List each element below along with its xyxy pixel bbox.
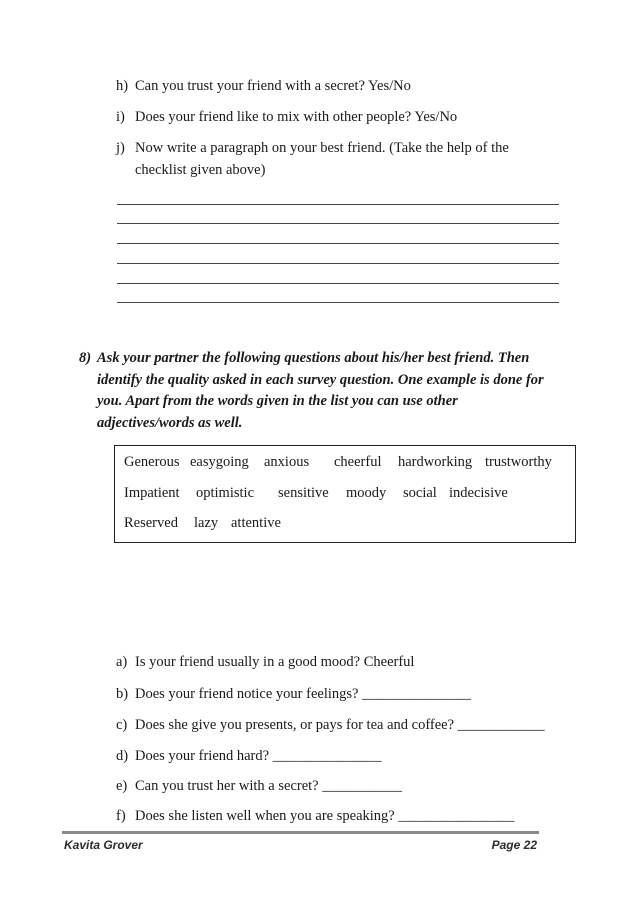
question-text: Is your friend usually in a good mood? Cheerful [135, 654, 415, 670]
question-text: Can you trust your friend with a secret? Yes/No [135, 78, 411, 94]
writing-line[interactable] [117, 223, 559, 224]
writing-line[interactable] [117, 302, 559, 303]
question-label: i) [116, 109, 125, 125]
word: indecisive [449, 485, 508, 501]
word: moody [346, 485, 387, 501]
section-8-number: 8) [79, 350, 92, 366]
section-8-instructions [97, 348, 544, 434]
footer-divider [62, 831, 539, 834]
word: hardworking [398, 454, 473, 470]
question-text[interactable]: Does she listen well when you are speaking? ________________ [135, 808, 515, 824]
instruction-line: identify the quality asked in each survey question. One example is done for [97, 371, 544, 388]
instruction-line: adjectives/words as well. [97, 414, 243, 431]
word-list-box [114, 445, 576, 543]
question-text[interactable]: Can you trust her with a secret? ___________ [135, 778, 402, 794]
question-text: Now write a paragraph on your best friend. (Take the help of the [135, 140, 509, 156]
instruction-line: Ask your partner the following questions about his/her best friend. Then [97, 350, 530, 366]
writing-line[interactable] [117, 204, 559, 205]
question-label: a) [116, 654, 128, 670]
question-text: Does your friend like to mix with other people? Yes/No [135, 109, 458, 125]
word: Impatient [124, 485, 180, 501]
footer-author: Kavita Grover [64, 838, 143, 852]
word: easygoing [190, 454, 249, 470]
writing-line[interactable] [117, 243, 559, 244]
word: trustworthy [485, 454, 552, 470]
word: Reserved [124, 515, 178, 531]
word: sensitive [278, 485, 329, 501]
word: anxious [264, 454, 310, 470]
word: optimistic [196, 485, 254, 501]
question-text[interactable]: Does your friend hard? _______________ [135, 748, 382, 764]
instruction-line: you. Apart from the words given in the list you can use other [97, 393, 458, 409]
word: lazy [194, 515, 219, 531]
question-label: c) [116, 717, 128, 733]
question-label: h) [116, 78, 129, 94]
writing-line[interactable] [117, 263, 559, 264]
footer-page-number: Page 22 [491, 838, 537, 852]
word: attentive [231, 515, 281, 531]
question-label: j) [116, 140, 125, 156]
word: cheerful [334, 454, 382, 470]
word: social [403, 485, 437, 501]
question-label: f) [116, 808, 126, 824]
question-label: e) [116, 778, 128, 794]
question-text[interactable]: Does she give you presents, or pays for tea and coffee? ____________ [135, 717, 545, 733]
question-label: d) [116, 748, 129, 764]
word: Generous [124, 454, 180, 470]
question-text[interactable]: Does your friend notice your feelings? _______________ [135, 686, 471, 702]
writing-line[interactable] [117, 283, 559, 284]
question-label: b) [116, 686, 129, 702]
question-j-continuation: checklist given above) [135, 162, 266, 178]
